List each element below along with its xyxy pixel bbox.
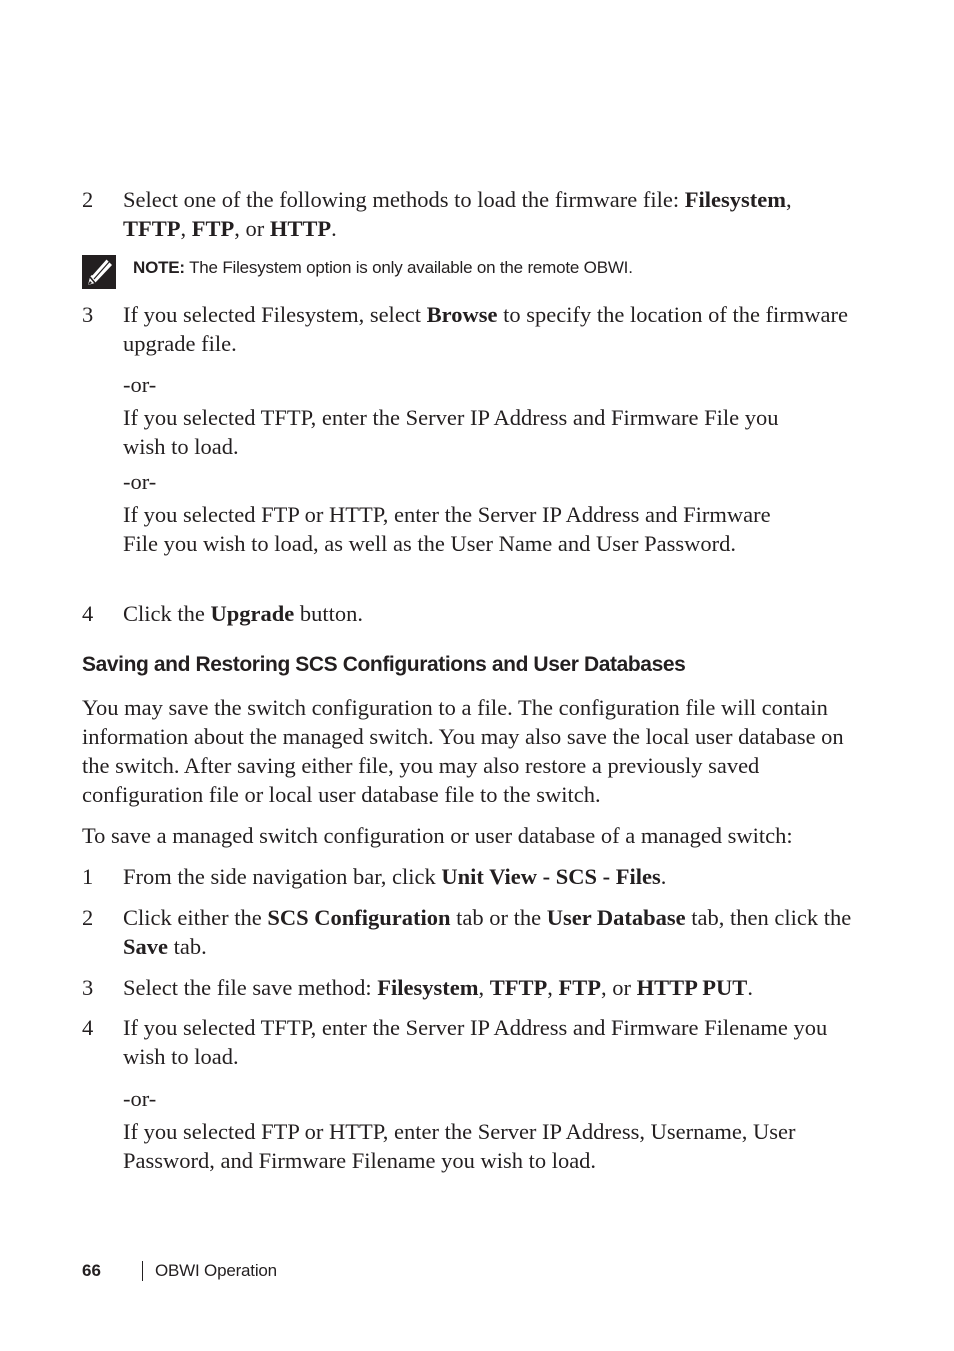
step-number: 3 bbox=[82, 302, 94, 327]
step-text: If you selected Filesystem, select Browse to specify the location of the firmware upgrade file. bbox=[123, 302, 849, 356]
ftp-instruction-2: If you selected FTP or HTTP, enter the Server IP Address, Username, User Password, and Firmware Filename you wish to load. bbox=[123, 1119, 796, 1173]
ftp-instruction: If you selected FTP or HTTP, enter the Server IP Address and Firmware File you wish to load, as well as the User Name and User Password. bbox=[123, 502, 771, 556]
step-number: 4 bbox=[82, 1015, 94, 1040]
step-text: Click either the SCS Configuration tab or the User Database tab, then click the Save tab. bbox=[123, 905, 852, 959]
or-separator: -or- bbox=[123, 372, 157, 397]
step-number: 3 bbox=[82, 975, 94, 1000]
intro-paragraph-2: To save a managed switch configuration or user database of a managed switch: bbox=[82, 823, 793, 848]
step-text: Click the Upgrade button. bbox=[123, 601, 363, 626]
step-text: From the side navigation bar, click Unit View - SCS - Files. bbox=[123, 864, 667, 889]
step-text: Select one of the following methods to load the firmware file: Filesystem, TFTP, FTP, or HTTP. bbox=[123, 187, 792, 241]
step-text: Select the file save method: Filesystem, TFTP, FTP, or HTTP PUT. bbox=[123, 975, 753, 1000]
or-separator: -or- bbox=[123, 1086, 157, 1111]
step-text: If you selected TFTP, enter the Server IP Address and Firmware Filename you wish to load. bbox=[123, 1015, 828, 1069]
intro-paragraph: You may save the switch configuration to a file. The configuration file will contain information about the managed switch. You may also save the local user database on the switch. After saving either file, you may also restore a previously saved configuration file or local user database file to the switch. bbox=[82, 695, 844, 807]
step-number: 2 bbox=[82, 187, 94, 212]
or-separator: -or- bbox=[123, 469, 157, 494]
page-number: 66 bbox=[82, 1261, 101, 1280]
step-number: 1 bbox=[82, 864, 94, 889]
note-box bbox=[82, 255, 862, 289]
step-number: 2 bbox=[82, 905, 94, 930]
note-pencil-icon bbox=[82, 255, 116, 289]
tftp-instruction: If you selected TFTP, enter the Server IP Address and Firmware File you wish to load. bbox=[123, 405, 779, 459]
page-footer bbox=[82, 1258, 482, 1284]
footer-divider bbox=[142, 1261, 143, 1281]
section-heading: Saving and Restoring SCS Configurations and User Databases bbox=[82, 653, 686, 676]
footer-section-title: OBWI Operation bbox=[155, 1261, 277, 1280]
note-text: NOTE: The Filesystem option is only available on the remote OBWI. bbox=[133, 258, 633, 277]
step-number: 4 bbox=[82, 601, 94, 626]
